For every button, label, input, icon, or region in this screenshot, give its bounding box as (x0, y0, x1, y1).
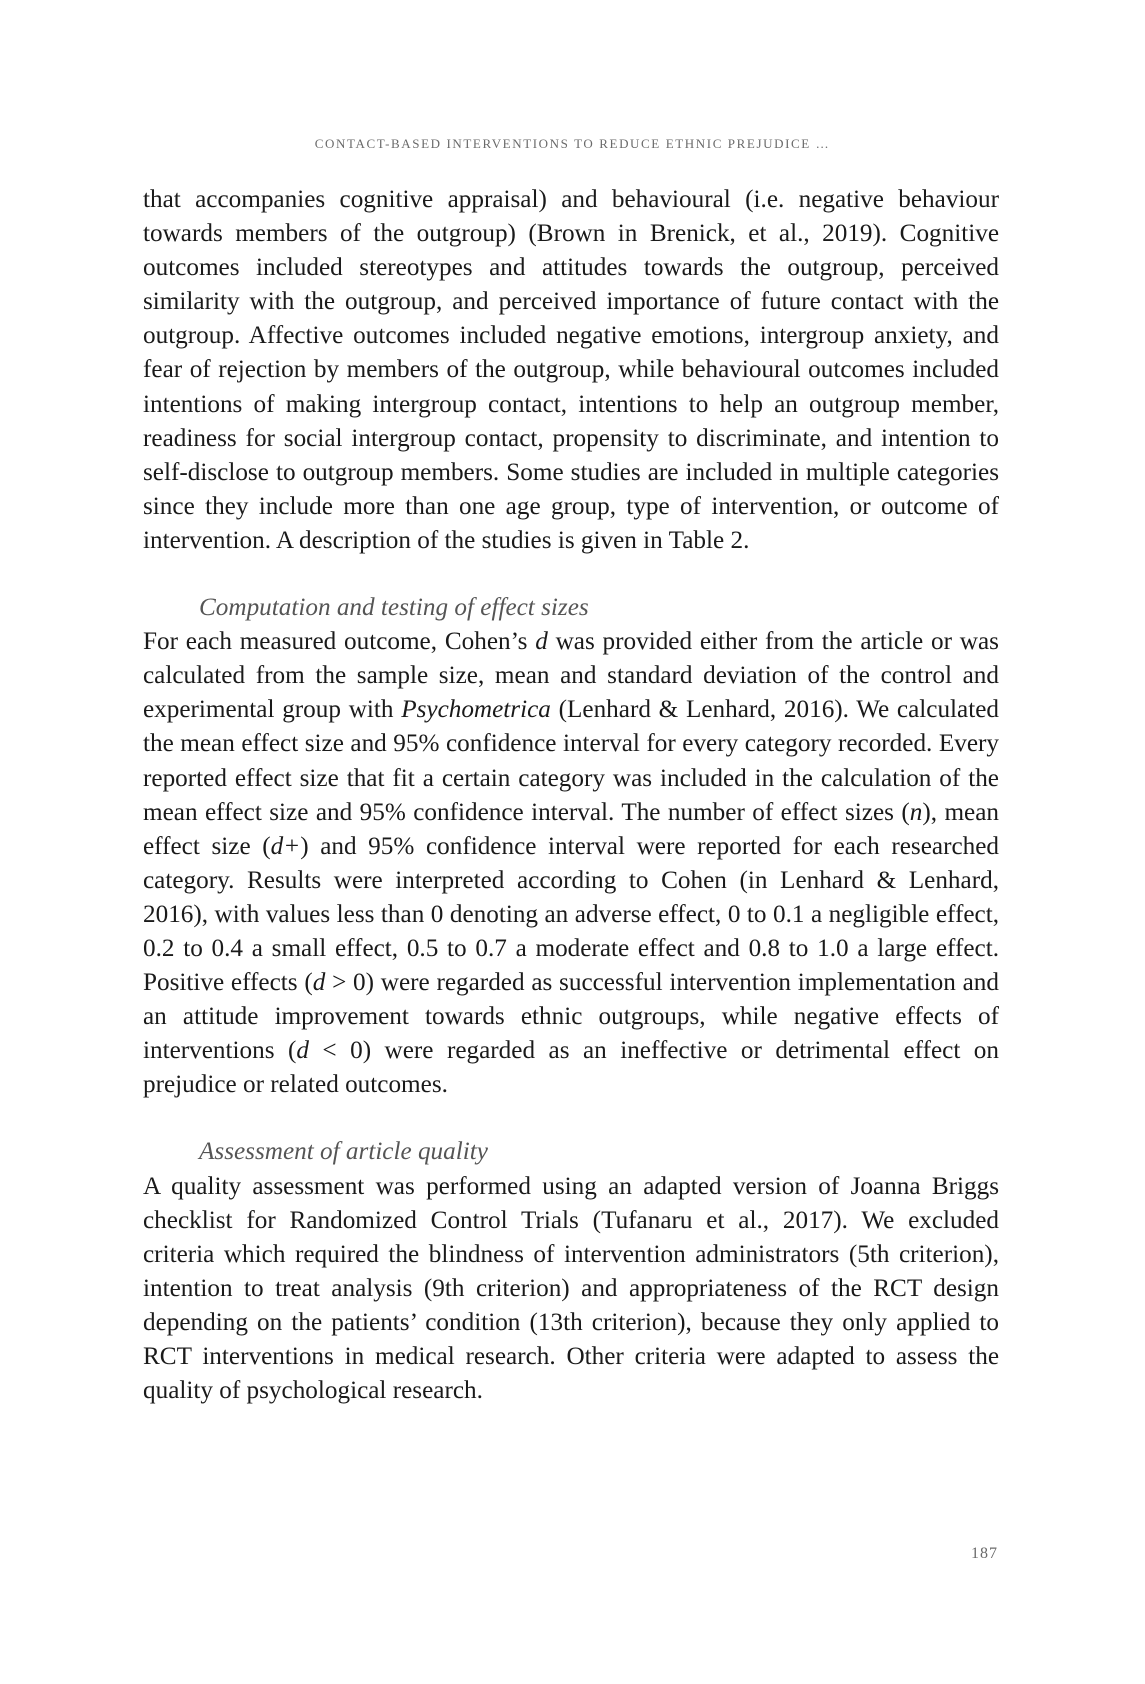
page-body (143, 183, 999, 1408)
section-heading-effect-sizes: Computation and testing of effect sizes (199, 594, 589, 622)
section-heading-article-quality: Assessment of article quality (199, 1138, 488, 1166)
paragraph-outcomes: that accompanies cognitive appraisal) and behavioural (i.e. negative behaviour towards members of the outgroup) (Brown in Brenick, et al., 2019). Cognitive outcomes included stereotypes and attitudes towards the outgroup, perceived similarity with the outgroup, and perceived importance of future contact with the outgroup. Affective outcomes included negative emotions, intergroup anxiety, and fear of rejection by members of the outgroup, while behavioural outcomes included intentions of making intergroup contact, intentions to help an outgroup member, readiness for social intergroup contact, propensity to discriminate, and intention to self-disclose to outgroup members. Some studies are included in multiple categories since they include more than one age group, type of intervention, or outcome of intervention. A description of the studies is given in Table 2. (143, 186, 999, 554)
symbol-n: n (909, 798, 923, 826)
text-run: was provided either from the article or was calculated from the sample size, mean and standard deviation of the control and experimental group with (143, 628, 999, 724)
text-run: ), mean effect size ( (143, 798, 999, 860)
running-head: CONTACT-BASED INTERVENTIONS TO REDUCE ETHNIC PREJUDICE … (314, 136, 831, 151)
text-run: < 0) were regarded as an ineffective or detrimental effect on prejudice or related outcomes. (143, 1037, 999, 1099)
paragraph-effect-sizes (143, 625, 999, 1102)
symbol-d: d (312, 969, 326, 997)
symbol-d: d (535, 628, 548, 656)
text-run: (Lenhard & Lenhard, 2016). We calculated the mean effect size and 95% confidence interval for every category recorded. Every reported effect size that fit a certain category was included in the calculation of the mean effect size and 95% confidence interval. The number of effect sizes ( (143, 696, 999, 826)
text-run: For each measured outcome, Cohen’s (143, 628, 536, 656)
text-run: ) and 95% confidence interval were reported for each researched category. Results were interpreted according to Cohen (in Lenhard & Lenhard, 2016), with values less than 0 denoting an adverse effect, 0 to 0.1 a negligible effect, 0.2 to 0.4 a small effect, 0.5 to 0.7 a moderate effect and 0.8 to 1.0 a large effect. Positive effects ( (143, 832, 1000, 997)
symbol-d: d (296, 1037, 309, 1065)
text-run: > 0) were regarded as successful intervention implementation and an attitude improvement towards ethnic outgroups, while negative effects of interventions ( (143, 969, 999, 1065)
symbol-d-plus: d+ (270, 832, 301, 860)
page-number: 187 (971, 1545, 998, 1562)
paragraph-article-quality: A quality assessment was performed using an adapted version of Joanna Briggs checklist for Randomized Control Trials (Tufanaru et al., 2017). We excluded criteria which required the blindness of intervention administrators (5th criterion), intention to treat analysis (9th criterion) and appropriateness of the RCT design depending on the patients’ condition (13th criterion), because they only applied to RCT interventions in medical research. Other criteria were adapted to assess the quality of psychological research. (143, 1172, 999, 1405)
software-name: Psychometrica (401, 696, 551, 724)
